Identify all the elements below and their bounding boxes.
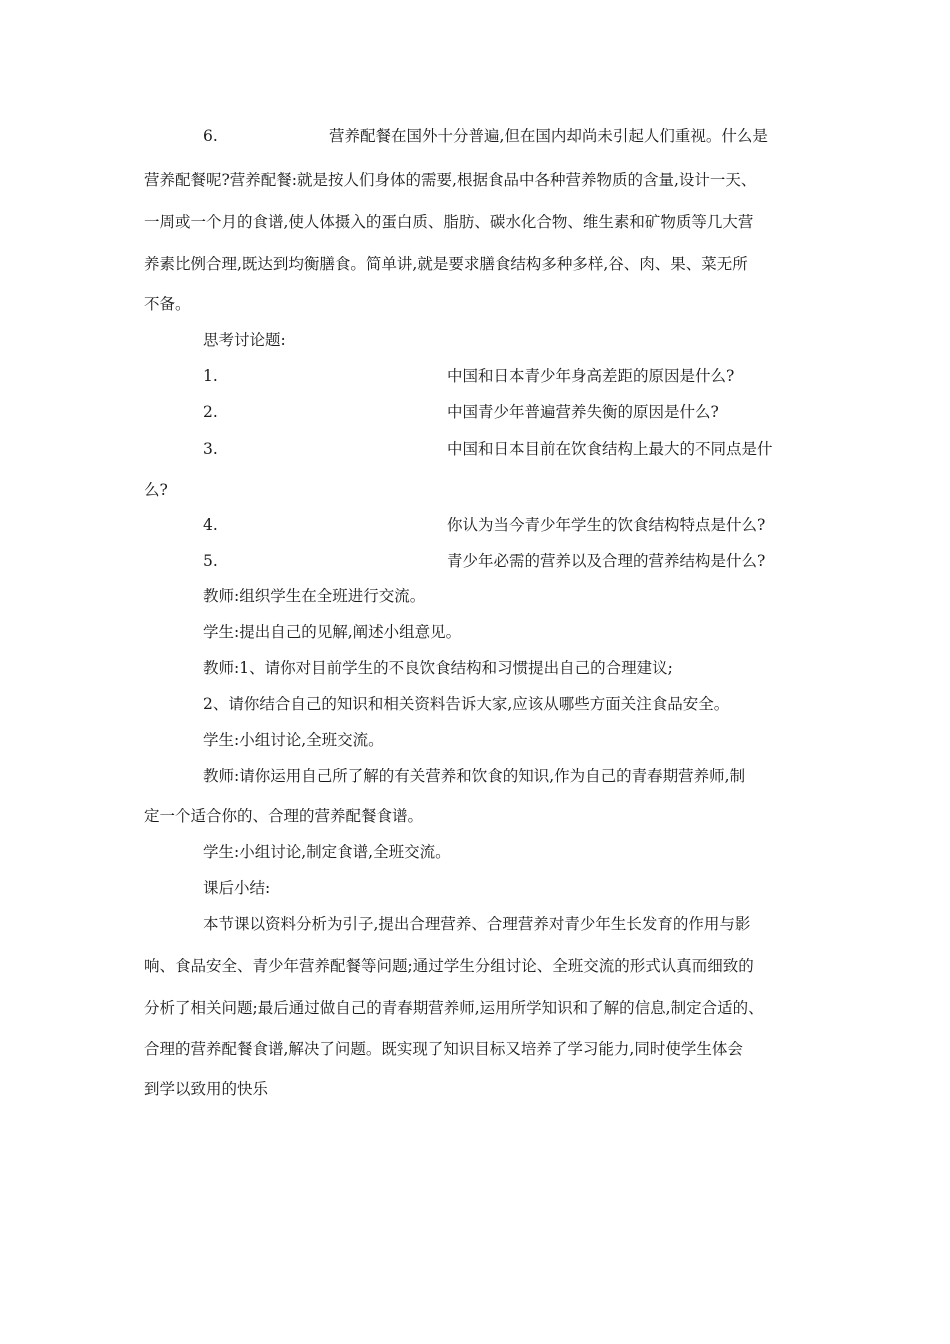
- question-text: 你认为当今青少年学生的饮食结构特点是什么?: [447, 516, 766, 534]
- student-line: 学生:提出自己的见解,阐述小组意见。: [203, 623, 462, 641]
- question-number: 1.: [203, 367, 218, 385]
- teacher-line: 教师:1、请你对目前学生的不良饮食结构和习惯提出自己的合理建议;: [203, 659, 673, 677]
- teacher-line: 2、请你结合自己的知识和相关资料告诉大家,应该从哪些方面关注食品安全。: [203, 695, 730, 713]
- question-text: 中国和日本目前在饮食结构上最大的不同点是什: [447, 440, 773, 458]
- summary-line: 到学以致用的快乐: [144, 1080, 269, 1098]
- question-number: 3.: [203, 440, 218, 458]
- question-text: 中国和日本青少年身高差距的原因是什么?: [447, 367, 735, 385]
- student-line: 学生:小组讨论,全班交流。: [203, 731, 384, 749]
- teacher-line: 教师:组织学生在全班进行交流。: [203, 587, 426, 605]
- paragraph-line: 一周或一个月的食谱,使人体摄入的蛋白质、脂肪、碳水化合物、维生素和矿物质等几大营: [144, 213, 754, 231]
- question-text: 中国青少年普遍营养失衡的原因是什么?: [447, 403, 719, 421]
- question-number: 2.: [203, 403, 218, 421]
- student-line: 学生:小组讨论,制定食谱,全班交流。: [203, 843, 451, 861]
- question-text-continued: 么?: [144, 481, 168, 499]
- question-text: 青少年必需的营养以及合理的营养结构是什么?: [447, 552, 766, 570]
- paragraph-line: 不备。: [144, 295, 191, 313]
- teacher-line: 定一个适合你的、合理的营养配餐食谱。: [144, 807, 424, 825]
- summary-line: 本节课以资料分析为引子,提出合理营养、合理营养对青少年生长发育的作用与影: [203, 915, 751, 933]
- summary-line: 合理的营养配餐食谱,解决了问题。既实现了知识目标又培养了学习能力,同时使学生体会: [144, 1040, 743, 1058]
- paragraph-line: 营养配餐在国外十分普遍,但在国内却尚未引起人们重视。什么是: [329, 127, 768, 145]
- summary-heading: 课后小结:: [203, 879, 271, 897]
- teacher-line: 教师:请你运用自己所了解的有关营养和饮食的知识,作为自己的青春期营养师,制: [203, 767, 746, 785]
- paragraph-line: 营养配餐呢?营养配餐:就是按人们身体的需要,根据食品中各种营养物质的含量,设计一天、: [144, 171, 757, 189]
- summary-line: 响、食品安全、青少年营养配餐等问题;通过学生分组讨论、全班交流的形式认真而细致的: [144, 957, 754, 975]
- item-number: 6.: [203, 127, 218, 145]
- question-number: 4.: [203, 516, 218, 534]
- summary-line: 分析了相关问题;最后通过做自己的青春期营养师,运用所学知识和了解的信息,制定合适的、: [144, 999, 764, 1017]
- paragraph-line: 养素比例合理,既达到均衡膳食。简单讲,就是要求膳食结构多种多样,谷、肉、果、菜无所: [144, 255, 748, 273]
- discussion-heading: 思考讨论题:: [203, 331, 286, 349]
- question-number: 5.: [203, 552, 218, 570]
